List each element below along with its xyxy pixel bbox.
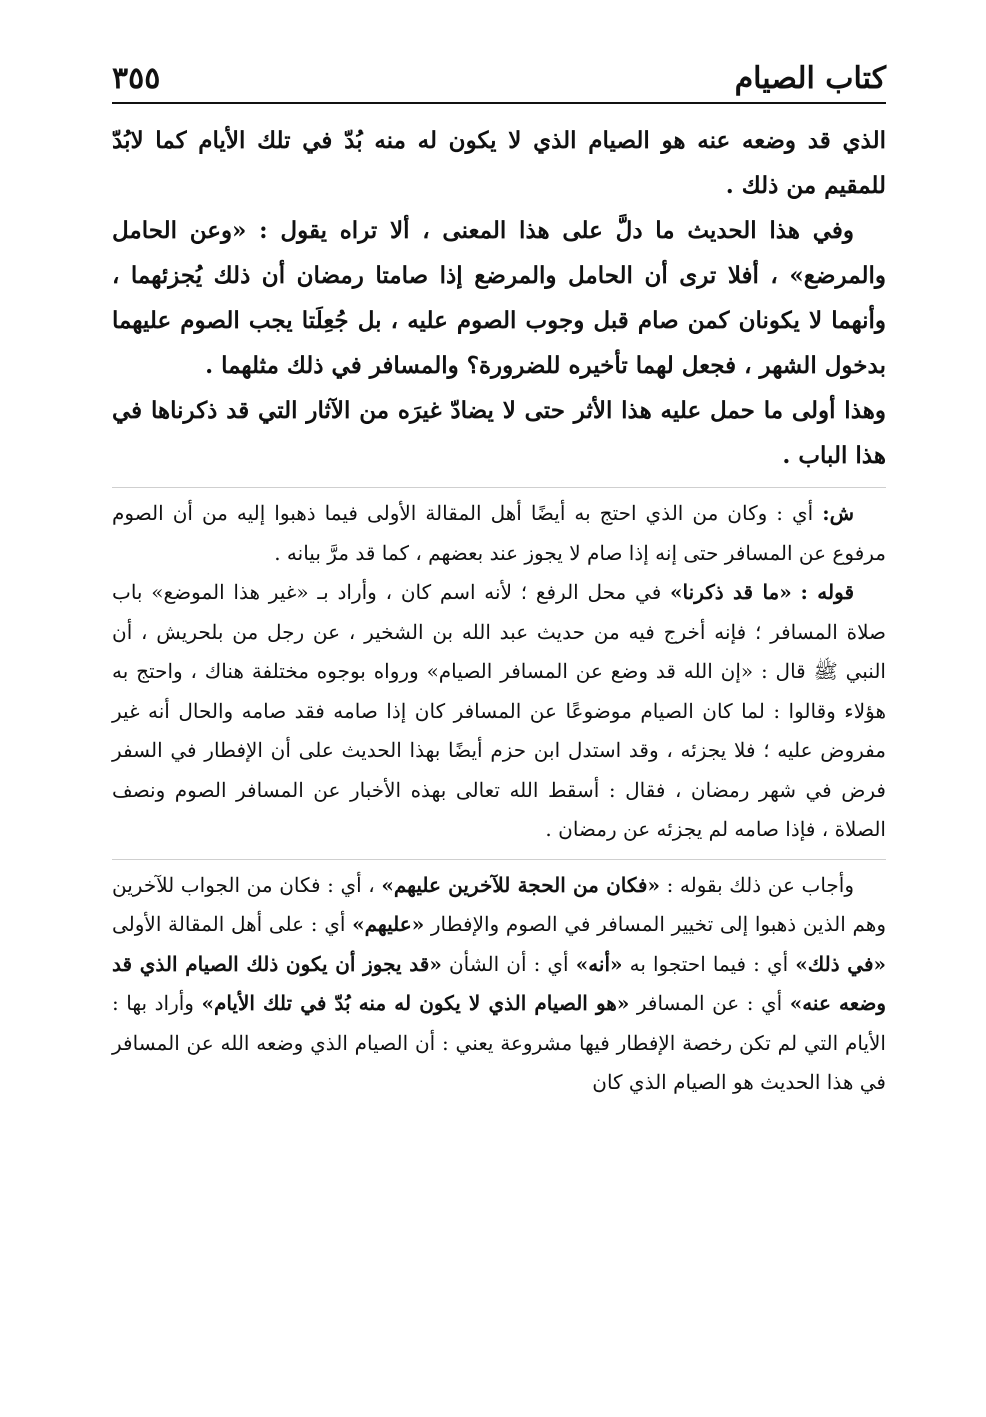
text-segment: ، أي : فكان من الجواب للآخرين وهم الذين ذهبوا إلى تخيير المسافر في الصوم والإفطار xyxy=(112,872,886,936)
page-header xyxy=(112,56,886,104)
sharh-label: ش: xyxy=(822,501,855,525)
matn-paragraph-2: وفي هذا الحديث ما دلَّ على هذا المعنى ، ألا تراه يقول : «وعن الحامل والمرضع» ، أفلا ترى أن الحامل والمرضع إذا صامتا رمضان أن ذلك يُجزئهما ، وأنهما لا يكونان كمن صام قبل وجوب الصوم عليه ، بل جُعِلَتا يجب الصوم عليهما بدخول الشهر ، فجعل لهما تأخيره للضرورة؟ والمسافر في ذلك مثلهما . xyxy=(112,217,886,379)
text-segment: أي : على أهل المقالة الأولى xyxy=(112,912,346,936)
text-segment: أي : فيما احتجوا به xyxy=(629,951,789,976)
page-number: ٣٥٥ xyxy=(112,61,161,96)
qawluh-label: قوله : xyxy=(800,580,855,604)
text-segment: أي : عن المسافر xyxy=(636,991,783,1015)
sharh-paragraph-3 xyxy=(112,866,886,1103)
running-title: كتاب الصيام xyxy=(734,61,886,96)
quoted-phrase: «هو الصيام الذي لا يكون له منه بُدّ في تلك الأيام» xyxy=(201,991,630,1015)
text-segment: وأراد بها : الأيام التي لم تكن رخصة الإفطار فيها مشروعة يعني : أن الصيام الذي وضعه الله عن المسافر في هذا الحديث هو الصيام الذي كان xyxy=(112,991,886,1094)
sharh-text-2: في محل الرفع ؛ لأنه اسم كان ، وأراد بـ «غير هذا الموضع» باب صلاة المسافر ؛ فإنه أخرج فيه من حديث عبد الله بن الشخير ، عن رجل من بلحريش ، أن النبي ﷺ قال : «إن الله قد وضع عن المسافر الصيام» ورواه بوجوه مختلفة هناك ، واحتج به هؤلاء وقالوا : لما كان الصيام موضوعًا عن المسافر كان إذا صامه فقد صامه والحال أنه غير مفروض عليه ؛ فلا يجزئه ، وقد استدل ابن حزم أيضًا بهذا الحديث على أن الإفطار في السفر فرض في شهر رمضان ، فقال : أسقط الله تعالى بهذه الأخبار عن المسافر الصوم ونصف الصلاة ، فإذا صامه لم يجزئه عن رمضان . xyxy=(112,580,886,841)
sharh-paragraph-1 xyxy=(112,494,886,573)
text-segment: وأجاب عن ذلك بقوله : xyxy=(666,872,854,897)
sharh-paragraph-2 xyxy=(112,573,886,850)
quoted-phrase: «في ذلك» xyxy=(795,951,887,976)
quoted-phrase: «ما قد ذكرنا» xyxy=(670,580,792,604)
quoted-phrase: «فكان من الحجة للآخرين عليهم» xyxy=(381,872,660,897)
page-content xyxy=(112,118,886,1103)
quoted-phrase: «عليهم» xyxy=(352,912,425,936)
sharh-text-1: أي : وكان من الذي احتج به أيضًا أهل المقالة الأولى فيما ذهبوا إليه من أن الصوم مرفوع عن المسافر حتى إنه إذا صام لا يجوز عند بعضهم ، كما قد مرَّ بيانه . xyxy=(112,501,886,565)
section-divider-2 xyxy=(112,859,886,860)
text-segment: أي : أن الشأن xyxy=(448,951,569,976)
section-divider xyxy=(112,487,886,488)
quoted-phrase: «قد يجوز أن يكون ذلك الصيام الذي قد وضعه عنه» xyxy=(112,951,886,1015)
matn-paragraph-1: الذي قد وضعه عنه هو الصيام الذي لا يكون له منه بُدّ في تلك الأيام كما لابُدّ للمقيم من ذلك . xyxy=(112,127,886,199)
matn-paragraph-3: وهذا أولى ما حمل عليه هذا الأثر حتى لا يضادّ غيرَه من الآثار التي قد ذكرناها في هذا الباب . xyxy=(112,397,886,469)
quoted-phrase: «أنه» xyxy=(575,951,623,976)
